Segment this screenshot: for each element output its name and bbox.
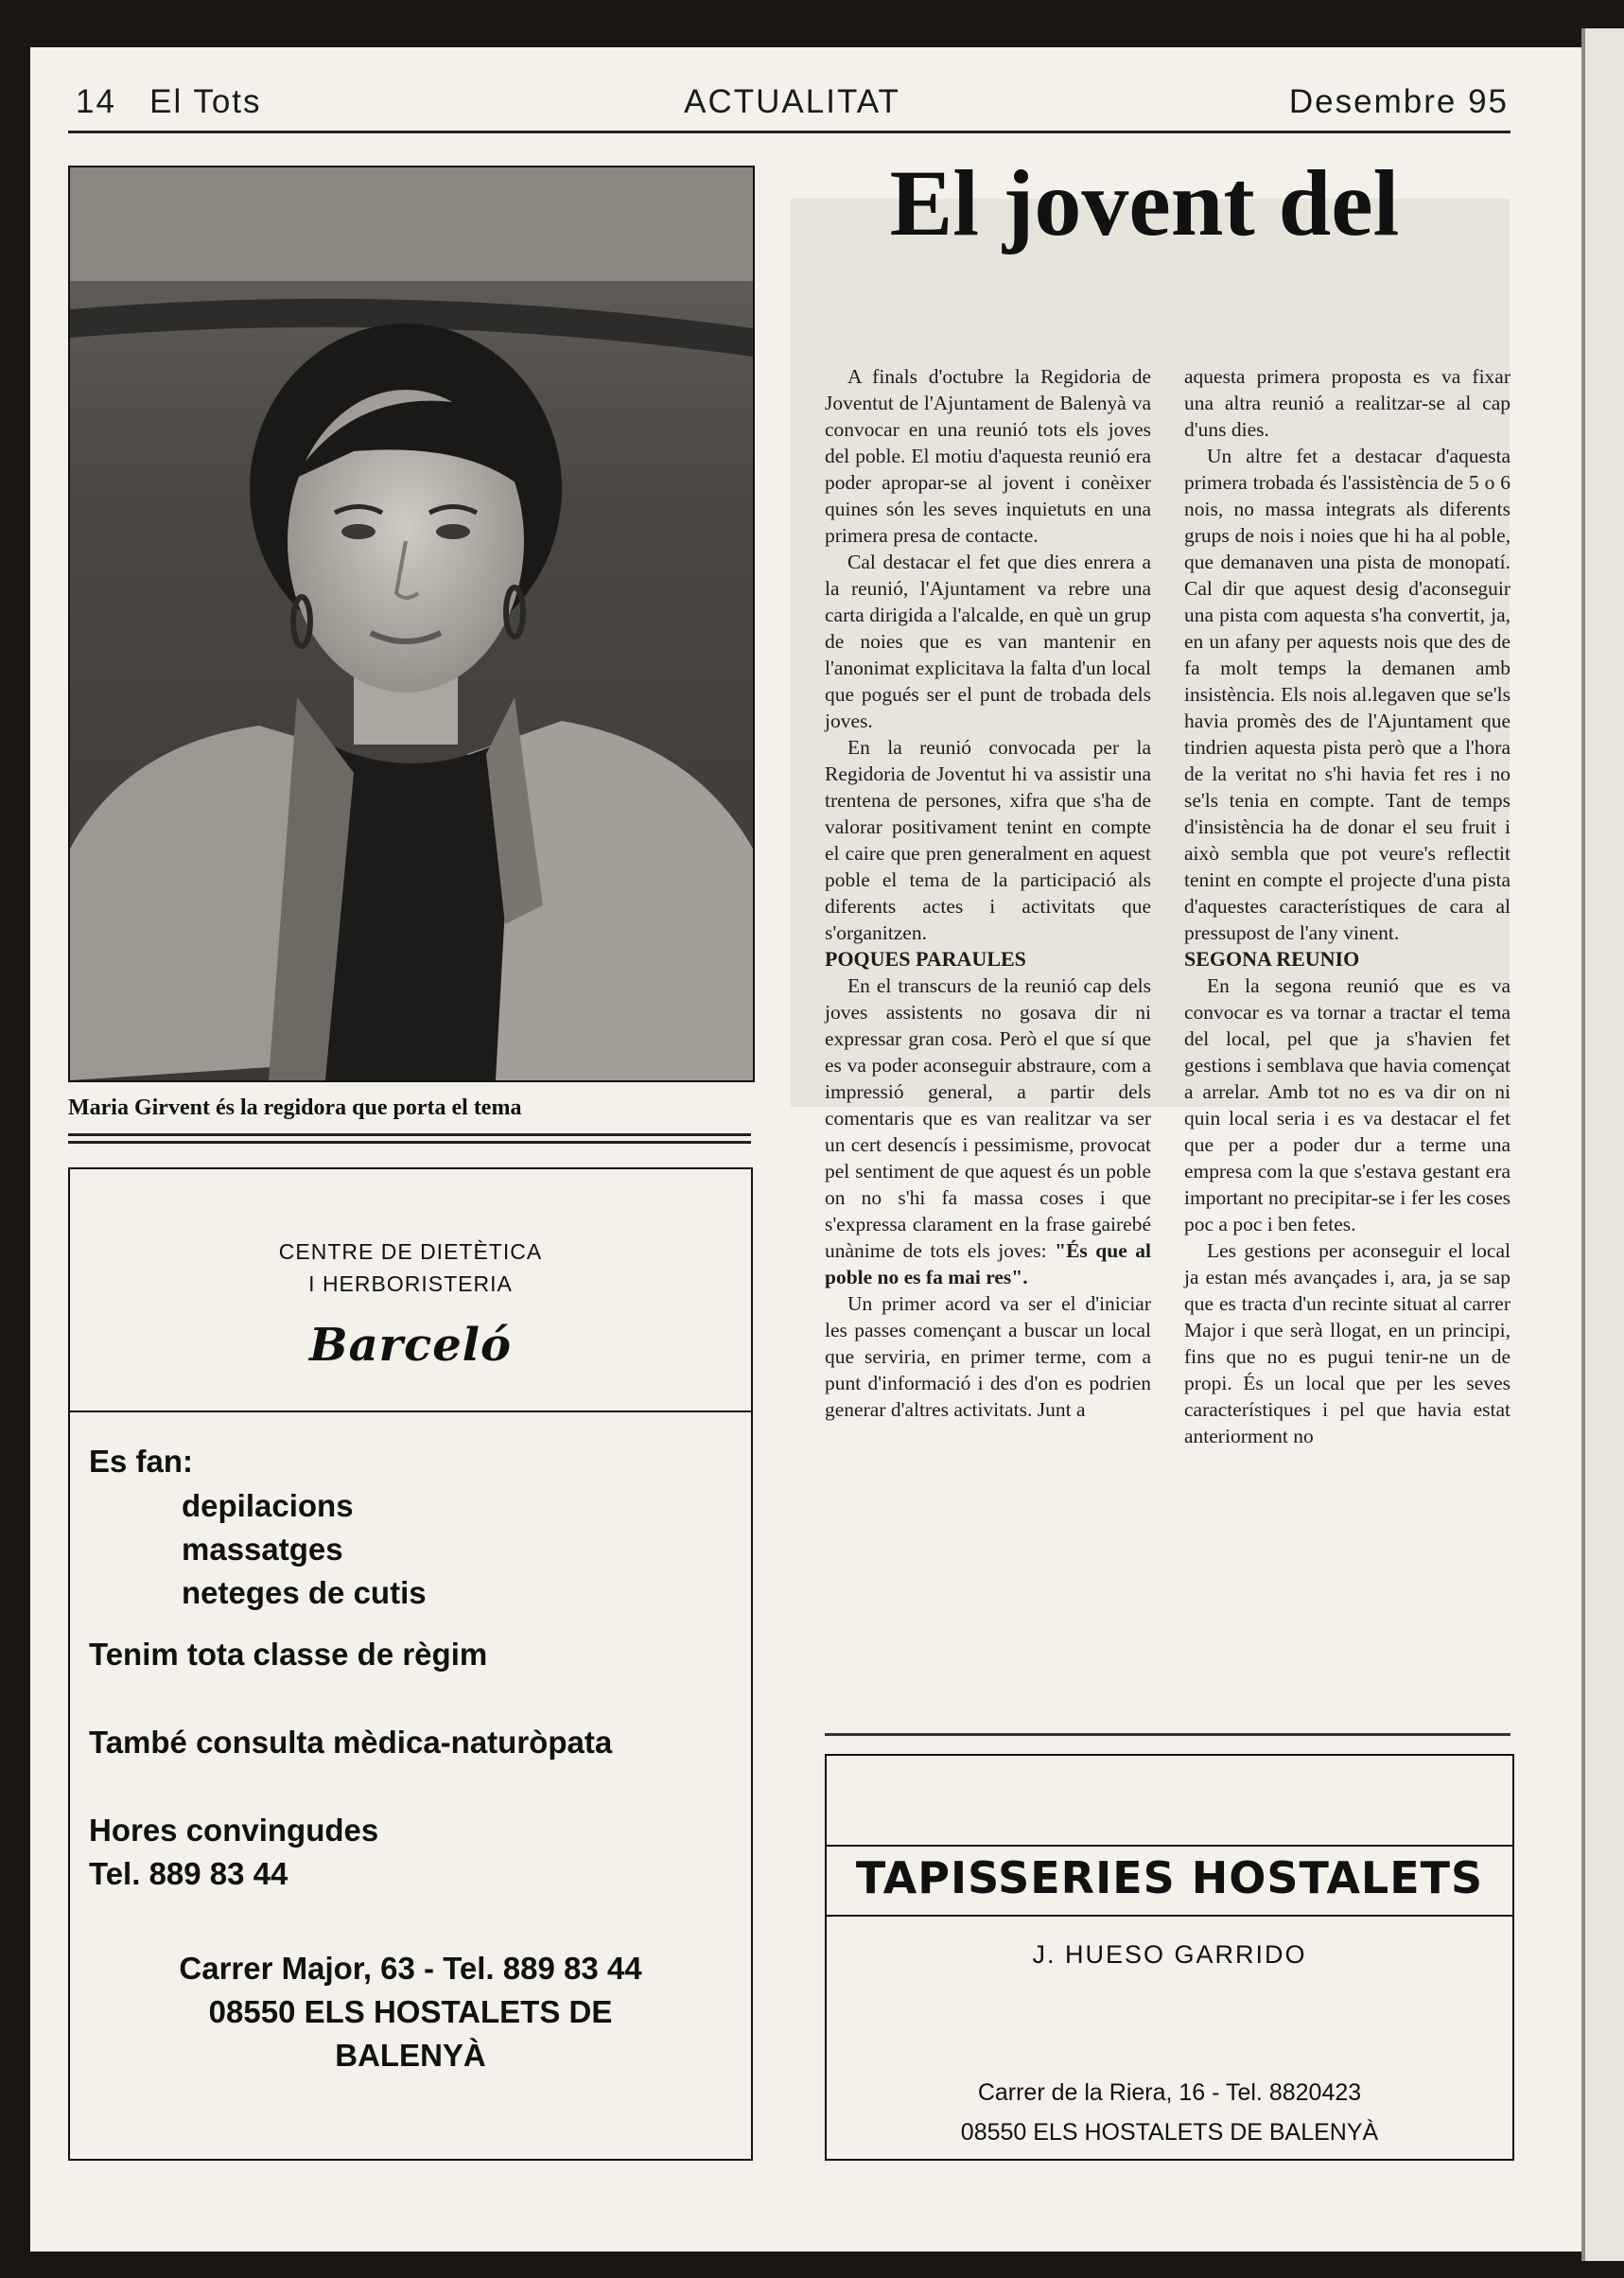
article-paragraph: En la segona reunió que es va convocar es va tornar a tractar el tema del local, pel que ja s'havien fet gestions i semblava que havia començat a arrelar. Amb tot no es va dir on ni quin local seria i es va destacar el fet que per a poder dur a terme una empresa com la que s'estava gestant era important no precipitar-se i fer les coses poc a poc i ben fetes. — [1184, 974, 1510, 1235]
publication-name: El Tots — [149, 83, 262, 120]
quote-bold: "És que al poble no es fa mai res". — [825, 1239, 1151, 1288]
article-column-2 — [1184, 363, 1510, 1449]
service-item: depilacions — [182, 1488, 354, 1523]
ad-barcelo-address — [70, 1947, 751, 2077]
article-paragraph: Un primer acord va ser el d'iniciar les passes començant a buscar un local que serviria, en primer terme, com a punt d'informació i des d'on es podrien generar d'altres activitats. Junt a — [825, 1292, 1151, 1421]
service-item: neteges de cutis — [182, 1575, 427, 1610]
ad-tapisseries-owner: J. HUESO GARRIDO — [1032, 1940, 1307, 1969]
page-number: 14 — [76, 83, 116, 120]
ad-tapisseries — [825, 1754, 1514, 2161]
subheading-segona-reunio: SEGONA REUNIO — [1184, 947, 1360, 971]
heading-line-1: CENTRE DE DIETÈTICA — [278, 1239, 543, 1264]
ad-tapisseries-address — [827, 2073, 1512, 2152]
paragraph-text: En el transcurs de la reunió cap dels joves assistents no gosava dir ni expressar gran cosa. Però el que sí que es va poder aconseguir abstraure, com a impressió general, a partir dels comentaris que es van realitzar va ser un cert desencís i pessimisme, provocat pel sentiment de que aquest és un poble on no s'hi fa massa coses i que s'expressa clarament en la frase gairebé unànime de tots els joves: — [825, 974, 1151, 1262]
service-item: massatges — [182, 1532, 343, 1567]
caption-rule-2 — [68, 1141, 751, 1144]
address-line-2: 08550 ELS HOSTALETS DE BALENYÀ — [960, 2119, 1379, 2146]
ad-separator-rule — [825, 1733, 1510, 1736]
caption-rule-1 — [68, 1133, 751, 1136]
photo-caption: Maria Girvent és la regidora que porta el tema — [68, 1095, 522, 1120]
ad-tapisseries-name: TAPISSERIES HOSTALETS — [855, 1852, 1484, 1903]
barcelo-logo: Barceló — [309, 1319, 512, 1372]
article-paragraph: aquesta primera proposta es va fixar una altra reunió a realitzar-se al cap d'uns dies. — [1184, 365, 1510, 441]
ad-barcelo-heading — [70, 1235, 751, 1300]
ad-tapisseries-mid-rule — [827, 1915, 1512, 1917]
heading-line-2: I HERBORISTERIA — [308, 1271, 513, 1296]
regim-line: Tenim tota classe de règim — [89, 1637, 488, 1672]
ad-barcelo-header — [70, 1169, 751, 1412]
article-paragraph: Un altre fet a destacar d'aquesta primera trobada és l'assistència de 5 o 6 nois, no massa integrats als diferents grups de nois i noies que hi ha al poble, que demanaven una pista de monopatí. Cal dir que aquest desig d'aconseguir una pista com aquesta s'ha convertit, ja, en un afany per aquests nois que des de fa molt temps la demanen amb insistència. Els nois al.legaven que se'ls havia promès des de l'Ajuntament que tindrien aquesta pista però que a l'hora de la veritat no s'hi havia fet res i no se'ls tenia en compte. Tant de temps d'insistència ha de donar el seu fruit i això sembla que pot veure's reflectit tenint en compte el projecte d'una pista d'aquestes característiques de cara al pressupost de l'any vinent. — [1184, 445, 1510, 944]
address-line-3: BALENYÀ — [335, 2038, 486, 2073]
article-paragraph — [825, 973, 1151, 1290]
phone-line: Tel. 889 83 44 — [89, 1856, 288, 1891]
header-rule — [68, 131, 1510, 133]
address-line-2: 08550 ELS HOSTALETS DE — [208, 1994, 613, 2029]
services-label: Es fan: — [89, 1444, 194, 1479]
article-paragraph: Les gestions per aconseguir el local ja estan més avançades i, ara, ja se sap que es tracta d'un recinte situat al carrer Major i que serà llogat, en un principi, fins que no es pugui tenir-ne un de propi. És un local que per les seves característiques i pel que havia estat anteriorment no — [1184, 1239, 1510, 1447]
article-title: El jovent del — [889, 150, 1400, 255]
page-header — [76, 83, 1509, 123]
services-list — [182, 1484, 427, 1615]
article-paragraph: Cal destacar el fet que dies enrera a la reunió, l'Ajuntament va rebre una carta dirigida a l'alcalde, en què un grup de noies que es van mantenir en l'anonimat explicitava la falta d'un local que pogués ser el punt de trobada dels joves. — [825, 551, 1151, 732]
subheading-poques-paraules: POQUES PARAULES — [825, 947, 1026, 971]
portrait-image — [70, 167, 753, 1080]
section-name: ACTUALITAT — [684, 83, 900, 120]
hours-line: Hores convingudes — [89, 1813, 379, 1848]
article-column-1 — [825, 363, 1151, 1423]
address-line-1: Carrer Major, 63 - Tel. 889 83 44 — [179, 1951, 642, 1986]
ad-barcelo — [68, 1167, 753, 2161]
article-paragraph: En la reunió convocada per la Regidoria de Joventut hi va assistir una trentena de persones, xifra que s'ha de valorar positivament tenint en compte el caire que pren generalment en aquest poble el tema de la participació als diferents actes i activitats que s'organitzen. — [825, 736, 1151, 944]
portrait-photo — [68, 166, 755, 1082]
consulta-line: També consulta mèdica-naturòpata — [89, 1725, 613, 1760]
article-paragraph: A finals d'octubre la Regidoria de Joventut de l'Ajuntament de Balenyà va convocar en una reunió tots els joves del poble. El motiu d'aquesta reunió era poder apropar-se al jovent i conèixer quines són les seves inquietuts en una primera presa de contacte. — [825, 365, 1151, 547]
next-page-edge — [1581, 28, 1624, 2261]
address-line-1: Carrer de la Riera, 16 - Tel. 8820423 — [977, 2079, 1362, 2106]
issue-date: Desembre 95 — [1288, 83, 1509, 120]
ad-tapisseries-top-rule — [827, 1845, 1512, 1847]
